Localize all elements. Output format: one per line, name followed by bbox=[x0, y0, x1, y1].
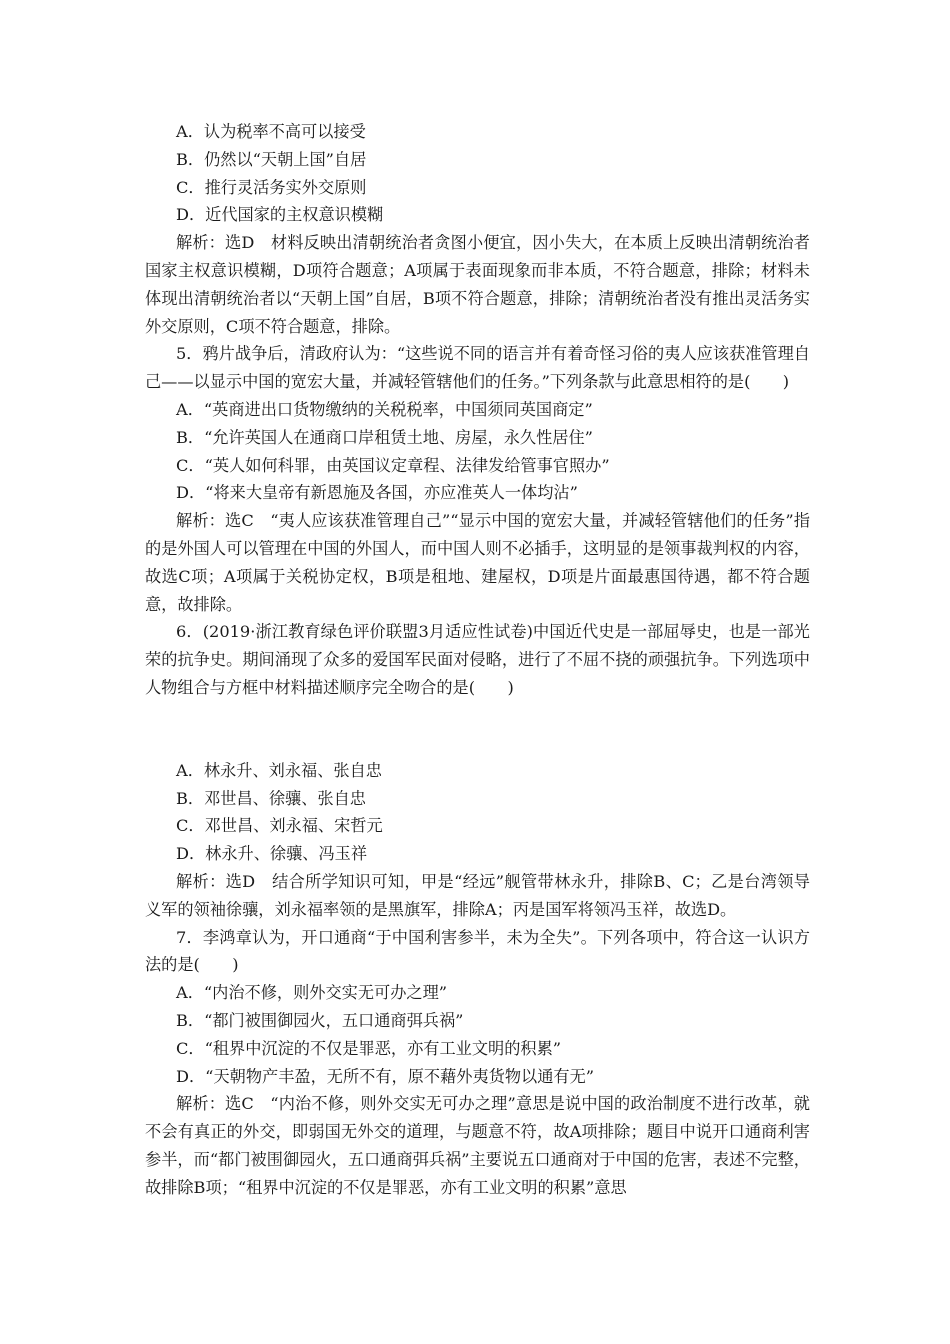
q7-option-d: D．“天朝物产丰盈，无所不有，原不藉外夷货物以通有无” bbox=[176, 1066, 595, 1086]
q7-option-a: A．“内治不修，则外交实无可办之理” bbox=[176, 983, 448, 1003]
q6-stem: 6．(2019·浙江教育绿色评价联盟3月适应性试卷)中国近代史是一部屈辱史，也是一部光荣的抗争史。期间涌现了众多的爱国军民面对侵略，进行了不屈不挠的顽强抗争。下列选项中人物组合与方框中材料描述顺序完全吻合的是( ) bbox=[145, 622, 810, 697]
q7-stem: 7．李鸿章认为，开口通商“于中国利害参半，未为全失”。下列各项中，符合这一认识方法的是( ) bbox=[145, 927, 810, 975]
q7-analysis: 解析：选C “内治不修，则外交实无可办之理”意思是说中国的政治制度不进行改革，就不会有真正的外交，即弱国无外交的道理，与题意不符，故A项排除；题目中说开口通商利害参半，而“都门被围御园火，五口通商弭兵祸”主要说五口通商对于中国的危害，表述不完整，故排除B项；“租界中沉淀的不仅是罪恶，亦有工业文明的积累”意思 bbox=[145, 1094, 810, 1197]
q4-option-a: A．认为税率不高可以接受 bbox=[176, 122, 366, 141]
q7-option-b: B．“都门被围御园火，五口通商弭兵祸” bbox=[176, 1010, 464, 1030]
q6-analysis: 解析：选D 结合所学知识可知，甲是“经远”舰管带林永升，排除B、C；乙是台湾领导义军的领袖徐骧，刘永福率领的是黑旗军，排除A；丙是国军将领冯玉祥，故选D。 bbox=[145, 871, 810, 919]
q6-option-d: D．林永升、徐骧、冯玉祥 bbox=[176, 844, 368, 864]
q5-option-b: B．“允许英国人在通商口岸租赁土地、房屋，永久性居住” bbox=[176, 427, 593, 447]
q5-option-d: D．“将来大皇帝有新恩施及各国，亦应准英人一体均沾” bbox=[176, 483, 578, 503]
q4-option-c: C．推行灵活务实外交原则 bbox=[176, 177, 367, 197]
page-content bbox=[145, 118, 810, 1201]
q5-stem: 5．鸦片战争后，清政府认为：“这些说不同的语言并有着奇怪习俗的夷人应该获准管理自己——以显示中国的宽宏大量，并减轻管辖他们的任务。”下列条款与此意思相符的是( ) bbox=[145, 344, 810, 392]
q6-material-box-placeholder bbox=[145, 702, 810, 757]
q6-option-a: A．林永升、刘永福、张自忠 bbox=[176, 760, 382, 780]
q5-analysis: 解析：选C “夷人应该获准管理自己”“显示中国的宽宏大量，并减轻管辖他们的任务”指的是外国人可以管理在中国的外国人，而中国人则不必插手，这明显的是领事裁判权的内容，故选C项；A项属于关税协定权，B项是租地、建屋权，D项是片面最惠国待遇，都不符合题意，故排除。 bbox=[145, 511, 810, 614]
q4-option-d: D．近代国家的主权意识模糊 bbox=[176, 205, 384, 225]
q6-option-c: C．邓世昌、刘永福、宋哲元 bbox=[176, 816, 383, 836]
q7-option-c: C．“租界中沉淀的不仅是罪恶，亦有工业文明的积累” bbox=[176, 1038, 562, 1058]
q5-option-a: A．“英商进出口货物缴纳的关税税率，中国须同英国商定” bbox=[176, 399, 593, 419]
q4-analysis: 解析：选D 材料反映出清朝统治者贪图小便宜，因小失大，在本质上反映出清朝统治者国家主权意识模糊，D项符合题意；A项属于表面现象而非本质，不符合题意，排除；材料未体现出清朝统治者以“天朝上国”自居，B项不符合题意，排除；清朝统治者没有推出灵活务实外交原则，C项不符合题意，排除。 bbox=[145, 233, 810, 336]
q6-option-b: B．邓世昌、徐骧、张自忠 bbox=[176, 788, 366, 808]
q5-option-c: C．“英人如何科罪，由英国议定章程、法律发给管事官照办” bbox=[176, 455, 610, 475]
q4-option-b: B．仍然以“天朝上国”自居 bbox=[176, 149, 367, 169]
